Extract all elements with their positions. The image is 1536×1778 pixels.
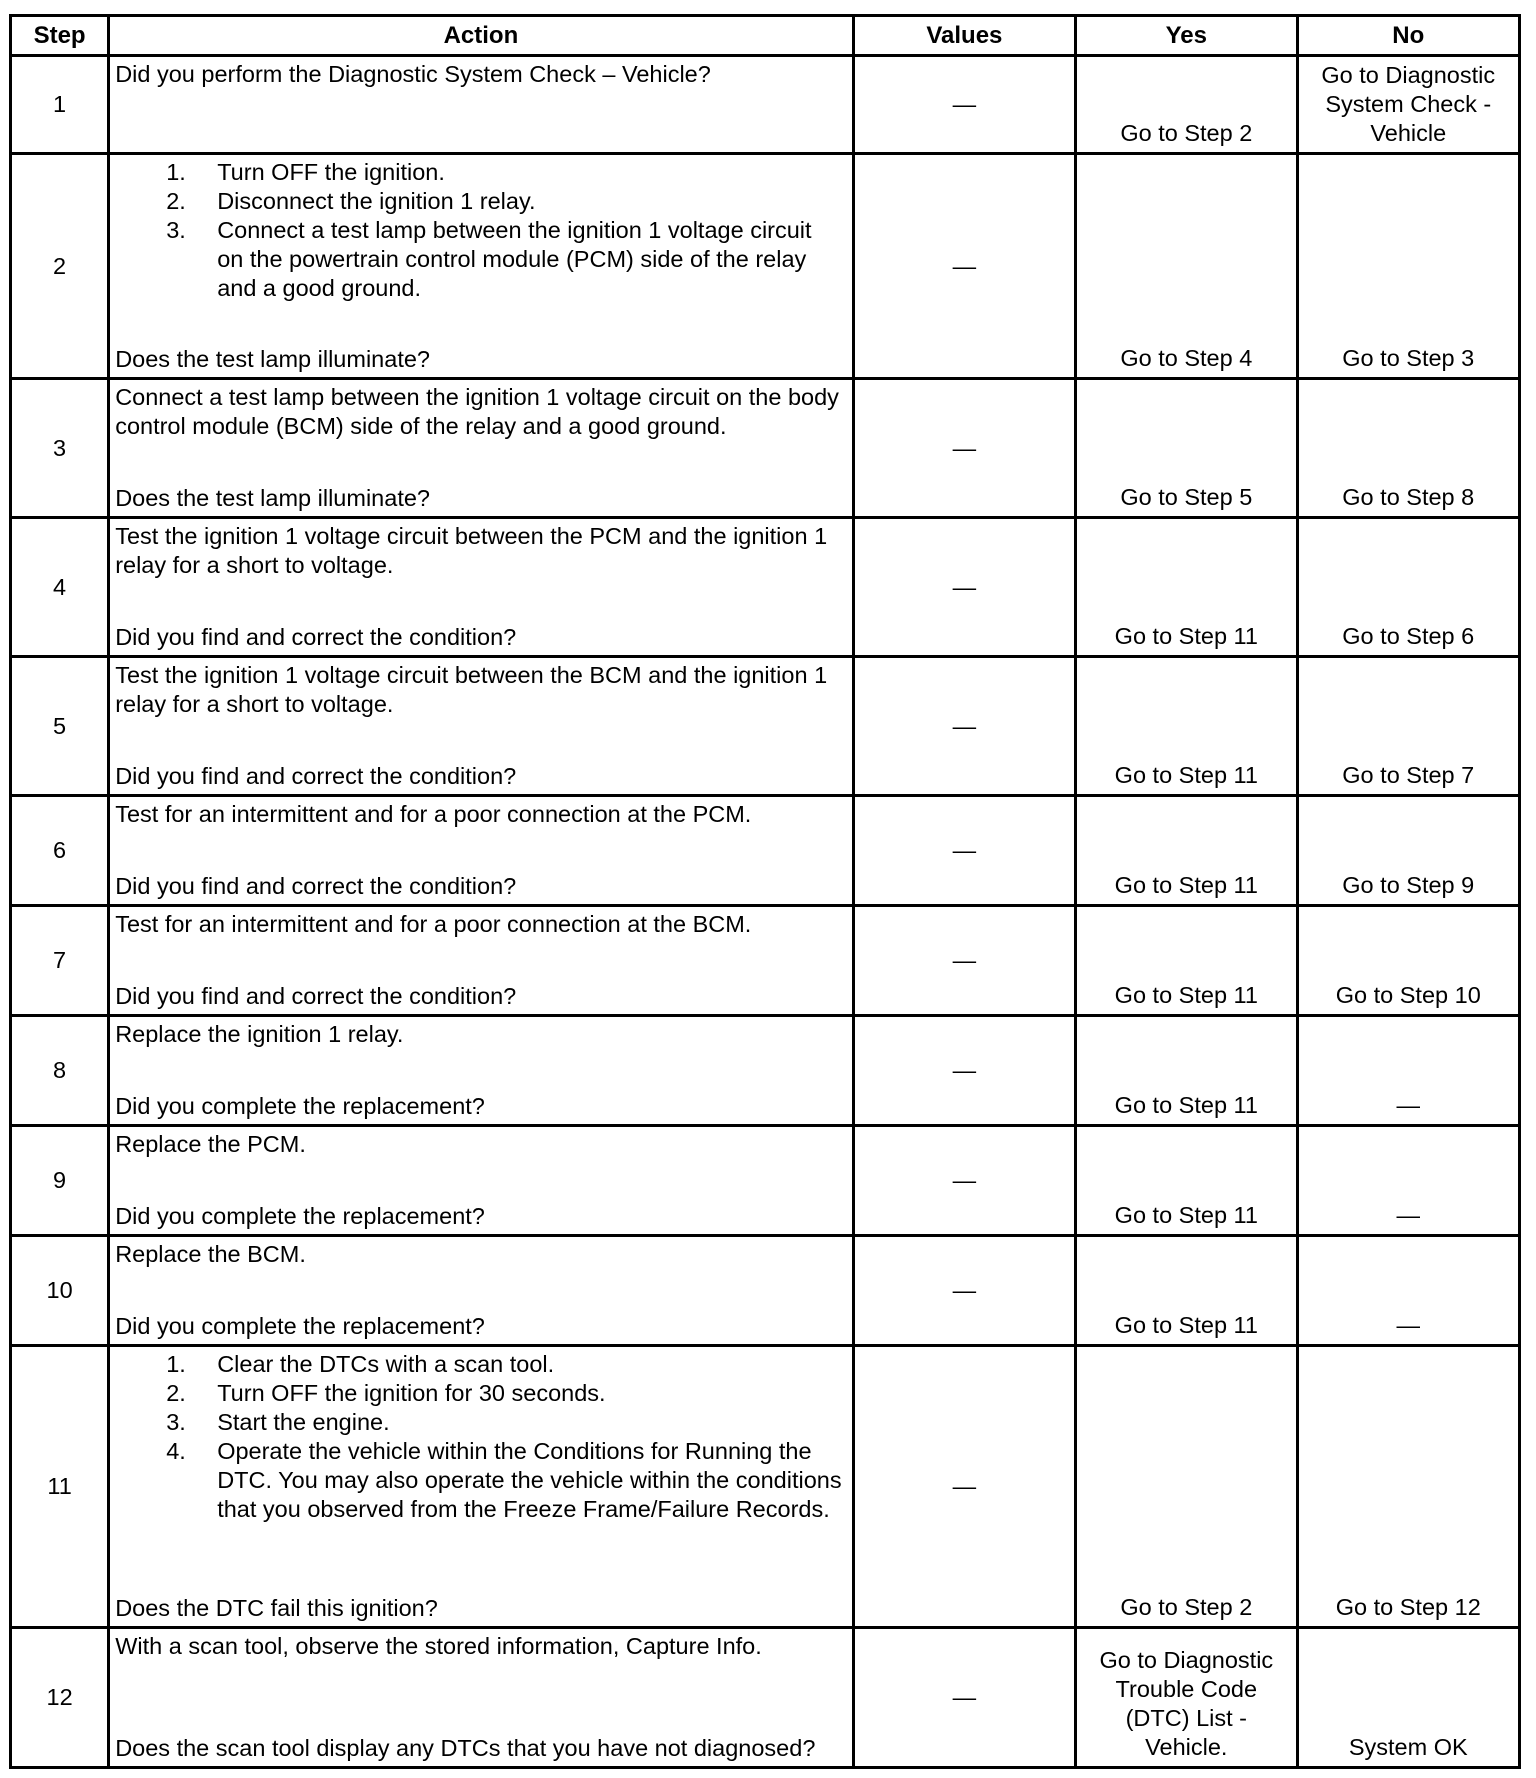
action-text: Replace the PCM. (115, 1131, 306, 1157)
yes-cell (1076, 657, 1297, 796)
action-question: Did you complete the replacement? (115, 1093, 485, 1119)
action-text: Did you perform the Diagnostic System Check – Vehicle? (115, 61, 711, 87)
yes-result: Go to Step 11 (1114, 872, 1258, 898)
values-cell: — (853, 906, 1075, 1016)
diagnostic-table (9, 14, 1521, 1769)
action-list-number: 3. (166, 1409, 186, 1435)
yes-result: Go to Step 11 (1114, 762, 1258, 788)
action-content (115, 158, 843, 374)
action-text: Replace the BCM. (115, 1241, 306, 1267)
no-cell (1297, 56, 1519, 154)
step-number: 2 (11, 154, 109, 379)
action-list-text: Disconnect the ignition 1 relay. (217, 188, 536, 214)
table-row (11, 1346, 1520, 1628)
values-cell: — (853, 1016, 1075, 1126)
action-question: Did you complete the replacement? (115, 1313, 485, 1339)
table-row (11, 906, 1520, 1016)
action-content (115, 1350, 843, 1623)
action-content (115, 522, 843, 652)
action-list-number: 1. (166, 159, 186, 185)
no-cell (1297, 657, 1519, 796)
step-number: 11 (11, 1346, 109, 1628)
action-text: With a scan tool, observe the stored information, Capture Info. (115, 1633, 762, 1659)
action-list-number: 1. (166, 1351, 186, 1377)
header-action: Action (109, 16, 853, 56)
values-cell: — (853, 1628, 1075, 1768)
action-list-item (115, 1350, 843, 1379)
step-number: 4 (11, 518, 109, 657)
action-text: Test the ignition 1 voltage circuit between the BCM and the ignition 1 relay for a short to voltage. (115, 662, 828, 717)
yes-result: Go to Diagnostic Trouble Code (DTC) List - Vehicle. (1099, 1647, 1274, 1760)
values-cell: — (853, 518, 1075, 657)
yes-cell (1076, 1346, 1297, 1628)
values-cell: — (853, 1126, 1075, 1236)
action-list-item (115, 187, 843, 216)
action-cell (109, 154, 853, 379)
action-question: Did you find and correct the condition? (115, 983, 517, 1009)
no-result: System OK (1348, 1734, 1468, 1760)
no-cell (1297, 1126, 1519, 1236)
action-list-item (115, 1408, 843, 1437)
table-row (11, 154, 1520, 379)
no-cell (1297, 154, 1519, 379)
yes-result: Go to Step 4 (1120, 345, 1253, 371)
header-row (11, 16, 1520, 56)
action-list-item (115, 216, 843, 303)
no-cell (1297, 1236, 1519, 1346)
action-cell (109, 657, 853, 796)
yes-result: Go to Step 11 (1114, 1202, 1258, 1228)
action-cell (109, 1236, 853, 1346)
step-number: 3 (11, 379, 109, 518)
action-list (115, 158, 843, 303)
action-text: Connect a test lamp between the ignition 1 voltage circuit on the body control module (BCM) side of the relay and a good ground. (115, 384, 839, 439)
yes-cell (1076, 1016, 1297, 1126)
values-cell: — (853, 657, 1075, 796)
action-list-text: Turn OFF the ignition. (217, 159, 445, 185)
action-question: Did you find and correct the condition? (115, 763, 517, 789)
table-row (11, 1016, 1520, 1126)
action-list-item (115, 1437, 843, 1524)
action-question: Did you complete the replacement? (115, 1203, 485, 1229)
no-result: Go to Step 9 (1342, 872, 1475, 898)
no-cell (1297, 1016, 1519, 1126)
action-content (115, 383, 843, 513)
action-list-text: Turn OFF the ignition for 30 seconds. (217, 1380, 606, 1406)
action-cell (109, 796, 853, 906)
step-number: 5 (11, 657, 109, 796)
action-list-text: Clear the DTCs with a scan tool. (217, 1351, 555, 1377)
action-list-text: Connect a test lamp between the ignition 1 voltage circuit on the powertrain control module (PCM) side of the relay and a good ground. (217, 217, 812, 301)
action-cell (109, 379, 853, 518)
yes-result: Go to Step 2 (1120, 120, 1253, 146)
action-cell (109, 906, 853, 1016)
yes-result: Go to Step 11 (1114, 982, 1258, 1008)
action-question: Does the test lamp illuminate? (115, 485, 430, 511)
action-cell (109, 1016, 853, 1126)
header-no: No (1297, 16, 1519, 56)
table-row (11, 796, 1520, 906)
values-cell: — (853, 796, 1075, 906)
no-result: Go to Step 6 (1342, 623, 1475, 649)
action-cell (109, 1126, 853, 1236)
action-content (115, 800, 843, 901)
action-question: Does the scan tool display any DTCs that you have not diagnosed? (115, 1735, 816, 1761)
action-list-text: Operate the vehicle within the Conditions for Running the DTC. You may also operate the vehicle within the conditions that you observed from the Freeze Frame/Failure Records. (217, 1438, 842, 1522)
action-list-number: 2. (166, 1380, 186, 1406)
no-result: Go to Step 3 (1342, 345, 1475, 371)
action-content (115, 1130, 843, 1231)
yes-cell (1076, 906, 1297, 1016)
no-cell (1297, 796, 1519, 906)
no-cell (1297, 379, 1519, 518)
no-cell (1297, 1346, 1519, 1628)
header-values: Values (853, 16, 1075, 56)
values-cell: — (853, 56, 1075, 154)
yes-result: Go to Step 11 (1114, 1312, 1258, 1338)
action-text: Test for an intermittent and for a poor connection at the PCM. (115, 801, 752, 827)
action-content (115, 60, 843, 149)
values-cell: — (853, 1236, 1075, 1346)
no-cell (1297, 1628, 1519, 1768)
yes-result: Go to Step 11 (1114, 1092, 1258, 1118)
values-cell: — (853, 379, 1075, 518)
yes-cell (1076, 154, 1297, 379)
header-yes: Yes (1076, 16, 1297, 56)
yes-cell (1076, 1236, 1297, 1346)
action-list-number: 2. (166, 188, 186, 214)
action-text: Replace the ignition 1 relay. (115, 1021, 404, 1047)
no-result: Go to Step 10 (1335, 982, 1481, 1008)
table-body (11, 56, 1520, 1768)
action-question: Does the test lamp illuminate? (115, 346, 430, 372)
action-content (115, 1632, 843, 1763)
yes-cell (1076, 379, 1297, 518)
action-list (115, 1350, 843, 1524)
action-content (115, 1240, 843, 1341)
yes-result: Go to Step 2 (1120, 1594, 1253, 1620)
action-list-item (115, 158, 843, 187)
yes-cell (1076, 518, 1297, 657)
action-text: Test for an intermittent and for a poor connection at the BCM. (115, 911, 752, 937)
action-content (115, 910, 843, 1011)
no-result: Go to Step 8 (1342, 484, 1475, 510)
yes-result: Go to Step 5 (1120, 484, 1253, 510)
step-number: 9 (11, 1126, 109, 1236)
table-row (11, 518, 1520, 657)
table-row (11, 379, 1520, 518)
action-cell (109, 518, 853, 657)
no-result: — (1396, 1312, 1421, 1338)
step-number: 12 (11, 1628, 109, 1768)
action-list-number: 4. (166, 1438, 186, 1464)
action-question: Did you find and correct the condition? (115, 624, 517, 650)
table-row (11, 1126, 1520, 1236)
step-number: 10 (11, 1236, 109, 1346)
action-text: Test the ignition 1 voltage circuit between the PCM and the ignition 1 relay for a short to voltage. (115, 523, 828, 578)
action-question: Did you find and correct the condition? (115, 873, 517, 899)
no-result: — (1396, 1202, 1421, 1228)
step-number: 6 (11, 796, 109, 906)
table-row (11, 657, 1520, 796)
yes-result: Go to Step 11 (1114, 623, 1258, 649)
table-row (11, 1628, 1520, 1768)
step-number: 1 (11, 56, 109, 154)
header-step: Step (11, 16, 109, 56)
step-number: 8 (11, 1016, 109, 1126)
action-content (115, 661, 843, 791)
no-result: — (1396, 1092, 1421, 1118)
action-list-text: Start the engine. (217, 1409, 390, 1435)
action-content (115, 1020, 843, 1121)
no-result: Go to Diagnostic System Check - Vehicle (1321, 62, 1496, 146)
yes-cell (1076, 796, 1297, 906)
no-result: Go to Step 7 (1342, 762, 1475, 788)
action-list-number: 3. (166, 217, 186, 243)
values-cell: — (853, 1346, 1075, 1628)
action-cell (109, 56, 853, 154)
step-number: 7 (11, 906, 109, 1016)
action-cell (109, 1628, 853, 1768)
no-cell (1297, 906, 1519, 1016)
action-question: Does the DTC fail this ignition? (115, 1595, 438, 1621)
yes-cell (1076, 56, 1297, 154)
action-cell (109, 1346, 853, 1628)
values-cell: — (853, 154, 1075, 379)
action-list-item (115, 1379, 843, 1408)
no-cell (1297, 518, 1519, 657)
yes-cell (1076, 1126, 1297, 1236)
table-row (11, 56, 1520, 154)
yes-cell (1076, 1628, 1297, 1768)
table-row (11, 1236, 1520, 1346)
no-result: Go to Step 12 (1335, 1594, 1481, 1620)
